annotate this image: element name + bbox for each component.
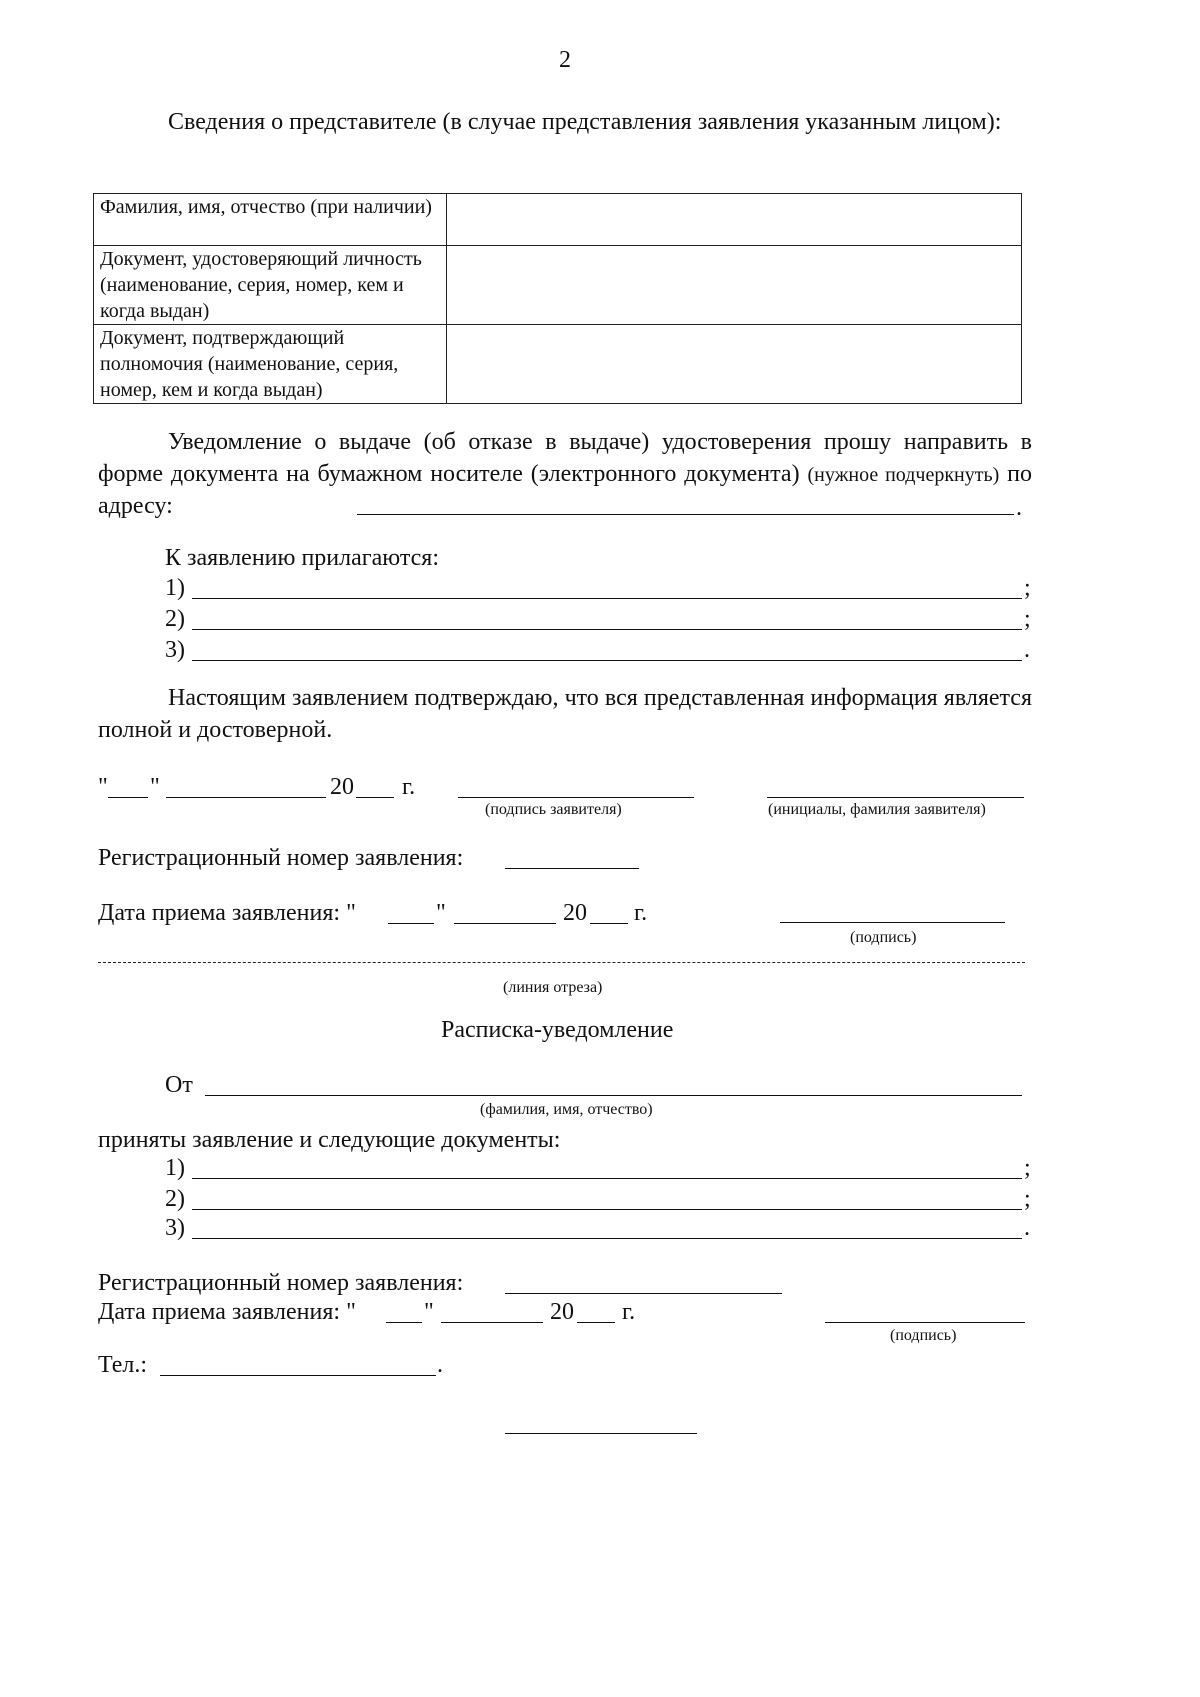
receipt-month-field[interactable]: [441, 1322, 543, 1323]
quote: ": [150, 774, 160, 800]
acceptance-date-label: Дата приема заявления: ": [98, 900, 356, 926]
receipt-date-label: Дата приема заявления: ": [98, 1299, 356, 1325]
receipt-item-num: 1): [165, 1155, 185, 1181]
applicant-name-field[interactable]: [767, 797, 1024, 798]
receipt-item-field-2[interactable]: [192, 1209, 1022, 1210]
year-suffix: г.: [402, 774, 416, 800]
month-field[interactable]: [166, 797, 326, 798]
receipt-item-end: .: [1024, 1215, 1030, 1241]
reg-number-field[interactable]: [505, 868, 639, 869]
attachment-num: 1): [165, 575, 185, 601]
representative-intro: Сведения о представителе (в случае представления заявления указанным лицом):: [168, 109, 1002, 135]
applicant-signature-field[interactable]: [458, 797, 694, 798]
attachment-num: 2): [165, 606, 185, 632]
year-prefix: 20: [550, 1299, 574, 1325]
receipt-item-end: ;: [1024, 1186, 1031, 1212]
table-row: [94, 194, 1022, 246]
quote: ": [98, 774, 108, 800]
receipt-item-field-3[interactable]: [192, 1238, 1022, 1239]
quote: ": [436, 900, 446, 926]
confirmation-text: Настоящим заявлением подтверждаю, что вся представленная информация является полной и достоверной.: [98, 685, 1032, 743]
address-end: .: [1016, 495, 1022, 521]
acceptance-signature-field[interactable]: [780, 922, 1005, 923]
row-value-field[interactable]: [447, 325, 1022, 404]
name-caption: (инициалы, фамилия заявителя): [768, 801, 986, 818]
year-prefix: 20: [563, 900, 587, 926]
receipt-reg-number-label: Регистрационный номер заявления:: [98, 1270, 464, 1296]
attachment-end: ;: [1024, 606, 1031, 632]
receipt-title: Расписка-уведомление: [441, 1017, 674, 1043]
acceptance-day-field[interactable]: [388, 923, 434, 924]
quote: ": [424, 1299, 434, 1325]
row-value-field[interactable]: [447, 246, 1022, 325]
cut-line-caption: (линия отреза): [503, 979, 603, 996]
receipt-signature-field[interactable]: [825, 1322, 1025, 1323]
notification-hint: (нужное подчеркнуть): [807, 463, 1000, 486]
representative-table: [93, 193, 1022, 404]
row-label: Документ, подтверждающий полномочия (наименование, серия, номер, кем и когда выдан): [94, 325, 447, 404]
phone-field[interactable]: [160, 1375, 436, 1376]
attachment-field-1[interactable]: [192, 598, 1022, 599]
attachment-num: 3): [165, 637, 185, 663]
attachment-end: ;: [1024, 575, 1031, 601]
year-suffix: г.: [622, 1299, 636, 1325]
row-value-field[interactable]: [447, 194, 1022, 246]
address-label: по адресу:: [98, 460, 1033, 519]
table-row: [94, 325, 1022, 404]
phone-label: Тел.:: [98, 1352, 148, 1378]
from-caption: (фамилия, имя, отчество): [480, 1101, 653, 1118]
receipt-item-num: 2): [165, 1186, 185, 1212]
accepted-text: приняты заявление и следующие документы:: [98, 1127, 561, 1153]
attachments-title: К заявлению прилагаются:: [165, 545, 440, 571]
row-label: Фамилия, имя, отчество (при наличии): [94, 194, 447, 246]
signature-caption: (подпись): [890, 1327, 957, 1344]
receipt-item-end: ;: [1024, 1155, 1031, 1181]
receipt-day-field[interactable]: [386, 1322, 422, 1323]
receipt-reg-number-field[interactable]: [505, 1293, 782, 1294]
row-label: Документ, удостоверяющий личность (наименование, серия, номер, кем и когда выдан): [94, 246, 447, 325]
reg-number-label: Регистрационный номер заявления:: [98, 845, 464, 871]
year-field[interactable]: [356, 797, 394, 798]
signature-caption: (подпись заявителя): [485, 801, 622, 818]
acceptance-month-field[interactable]: [454, 923, 556, 924]
from-field[interactable]: [205, 1095, 1022, 1096]
attachment-end: .: [1024, 637, 1030, 663]
attachment-field-3[interactable]: [192, 660, 1022, 661]
receipt-year-field[interactable]: [577, 1322, 615, 1323]
phone-end: .: [437, 1352, 443, 1378]
attachment-field-2[interactable]: [192, 629, 1022, 630]
cut-line: [98, 962, 1025, 963]
year-suffix: г.: [634, 900, 648, 926]
signature-caption: (подпись): [850, 929, 917, 946]
end-divider: [505, 1433, 697, 1434]
year-prefix: 20: [330, 774, 354, 800]
notification-text: [98, 427, 1032, 523]
receipt-item-num: 3): [165, 1215, 185, 1241]
page-number: 2: [559, 47, 571, 73]
table-row: [94, 246, 1022, 325]
receipt-item-field-1[interactable]: [192, 1178, 1022, 1179]
address-field[interactable]: [357, 514, 1014, 515]
acceptance-year-field[interactable]: [590, 923, 628, 924]
day-field[interactable]: [108, 797, 148, 798]
notification-body: Уведомление о выдаче (об отказе в выдаче) удостоверения прошу направить в форме документа на бумажном носителе (электронного документа): [98, 429, 1032, 487]
from-label: От: [165, 1072, 193, 1098]
